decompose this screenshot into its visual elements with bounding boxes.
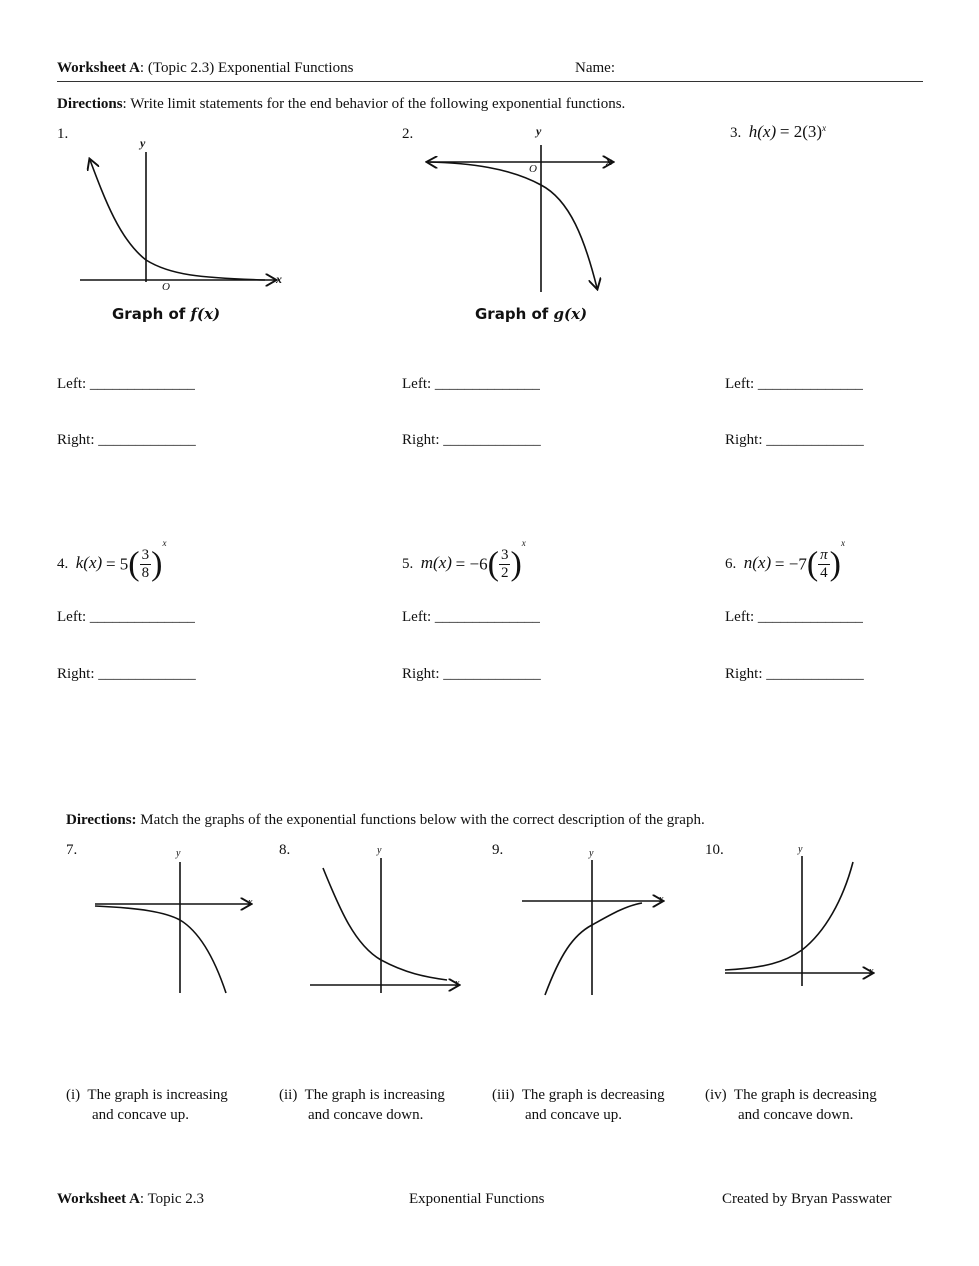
g10-y-label: y	[798, 844, 803, 855]
choice-line2: and concave down.	[308, 1107, 424, 1123]
choice-num: (i)	[66, 1087, 81, 1103]
caption-fn: g(x)	[553, 305, 588, 323]
exponent: x	[841, 538, 845, 548]
graph-2	[428, 145, 612, 292]
g8-x-label: x	[455, 978, 460, 989]
choice-line1: The graph is increasing	[304, 1087, 445, 1103]
fn-name: n	[743, 553, 753, 572]
coefficient: = −6	[455, 554, 488, 574]
problem-3-number: 3.	[730, 125, 742, 141]
coefficient: = 5	[105, 554, 129, 574]
directions-bold: Directions	[57, 96, 123, 112]
choice-num: (iv)	[705, 1087, 727, 1103]
fn-name: m	[420, 553, 434, 572]
footer-center: Exponential Functions	[409, 1191, 545, 1207]
answer-left-1[interactable]: Left: ______________	[57, 376, 195, 392]
choice-line2: and concave down.	[738, 1107, 854, 1123]
g1-x-label: x	[276, 272, 282, 286]
denominator: 4	[820, 565, 828, 582]
fn-name: k	[75, 553, 84, 572]
answer-right-3[interactable]: Right: _____________	[725, 432, 864, 448]
footer-bold: Worksheet A	[57, 1191, 140, 1207]
numerator: π	[820, 547, 828, 564]
problem-6: 6. n(x) = −7( $\frac{\pi}{4}$ )$^x$	[725, 538, 845, 583]
fn-var: x	[88, 553, 97, 572]
fn-var: x	[438, 553, 447, 572]
curve-right	[541, 185, 597, 288]
exponent: x	[521, 538, 526, 548]
g2-x-label: x	[606, 154, 612, 168]
graph-8-number: 8.	[279, 842, 291, 858]
problem-number: 6.	[725, 556, 737, 572]
choice-line1: The graph is decreasing	[733, 1087, 877, 1103]
answer-left-4[interactable]: Left: ______________	[57, 609, 195, 625]
graph-7	[95, 862, 253, 993]
directions-bold: Directions:	[66, 812, 137, 828]
footer-right: Created by Bryan Passwater	[722, 1191, 892, 1207]
g7-x-label: x	[248, 897, 253, 908]
answer-right-1[interactable]: Right: _____________	[57, 432, 196, 448]
g9-x-label: x	[659, 894, 664, 905]
title-bold: Worksheet A	[57, 60, 140, 76]
directions-text: : Write limit statements for the end behavior of the following exponential functions.	[122, 96, 626, 112]
g7-y-label: y	[176, 848, 181, 859]
fn-var: x	[762, 122, 771, 141]
footer-rest: : Topic 2.3	[139, 1191, 205, 1207]
numerator: 3	[500, 547, 509, 564]
answer-right-6[interactable]: Right: _____________	[725, 666, 864, 682]
title-rest: : (Topic 2.3) Exponential Functions	[139, 60, 354, 76]
graph-7-number: 7.	[66, 842, 78, 858]
choice-num: (iii)	[492, 1087, 515, 1103]
graph-10	[725, 856, 872, 986]
graph-9	[522, 860, 662, 995]
curve	[90, 160, 265, 280]
problem-number: 5.	[402, 556, 414, 572]
answer-left-3[interactable]: Left: ______________	[725, 376, 863, 392]
g8-y-label: y	[377, 845, 382, 856]
g10-x-label: x	[869, 966, 874, 977]
problem-1-number: 1.	[57, 126, 69, 142]
graph-1	[80, 152, 275, 282]
graph-8	[310, 858, 458, 993]
directions-text: Match the graphs of the exponential functions below with the correct description of the graph.	[136, 812, 705, 828]
denominator: 8	[141, 565, 150, 582]
answer-right-2[interactable]: Right: _____________	[402, 432, 541, 448]
curve-left	[428, 162, 541, 185]
answer-left-6[interactable]: Left: ______________	[725, 609, 863, 625]
choice-line2: and concave up.	[525, 1107, 623, 1123]
caption-fn: f(x)	[190, 305, 221, 323]
exponent: x	[162, 538, 167, 548]
denominator: 2	[500, 565, 509, 582]
exponent: x	[822, 123, 827, 133]
answer-right-5[interactable]: Right: _____________	[402, 666, 541, 682]
coefficient: = −7	[774, 554, 807, 574]
problem-3: 3. $h(x) = 2(3)^x$	[730, 122, 827, 141]
fn-var: x	[757, 553, 766, 572]
choice-line2: and concave up.	[92, 1107, 190, 1123]
answer-left-2[interactable]: Left: ______________	[402, 376, 540, 392]
caption-text: Graph of	[475, 305, 554, 323]
fn-name: h	[748, 122, 758, 141]
caption-text: Graph of	[112, 305, 191, 323]
g1-y-label: y	[140, 136, 146, 150]
g2-y-label: y	[536, 124, 542, 138]
choice-num: (ii)	[279, 1087, 298, 1103]
name-label: Name:	[575, 60, 615, 76]
answer-left-5[interactable]: Left: ______________	[402, 609, 540, 625]
graph-9-number: 9.	[492, 842, 504, 858]
problem-2-number: 2.	[402, 126, 414, 142]
graph-10-number: 10.	[705, 842, 724, 858]
choice-line1: The graph is decreasing	[521, 1087, 665, 1103]
problem-number: 4.	[57, 556, 69, 572]
g1-origin: O	[162, 281, 170, 293]
answer-right-4[interactable]: Right: _____________	[57, 666, 196, 682]
g9-y-label: y	[589, 848, 594, 859]
choice-line1: The graph is increasing	[87, 1087, 228, 1103]
numerator: 3	[141, 547, 150, 564]
fn-expression: = 2(3)	[779, 122, 823, 141]
problem-4: 4. k(x) = 5( $\frac{3}{8}$ )$^x$	[57, 538, 167, 583]
g2-origin: O	[529, 163, 537, 175]
problem-5: 5. m(x) = −6( $\frac{3}{2}$ )$^x$	[402, 538, 526, 583]
